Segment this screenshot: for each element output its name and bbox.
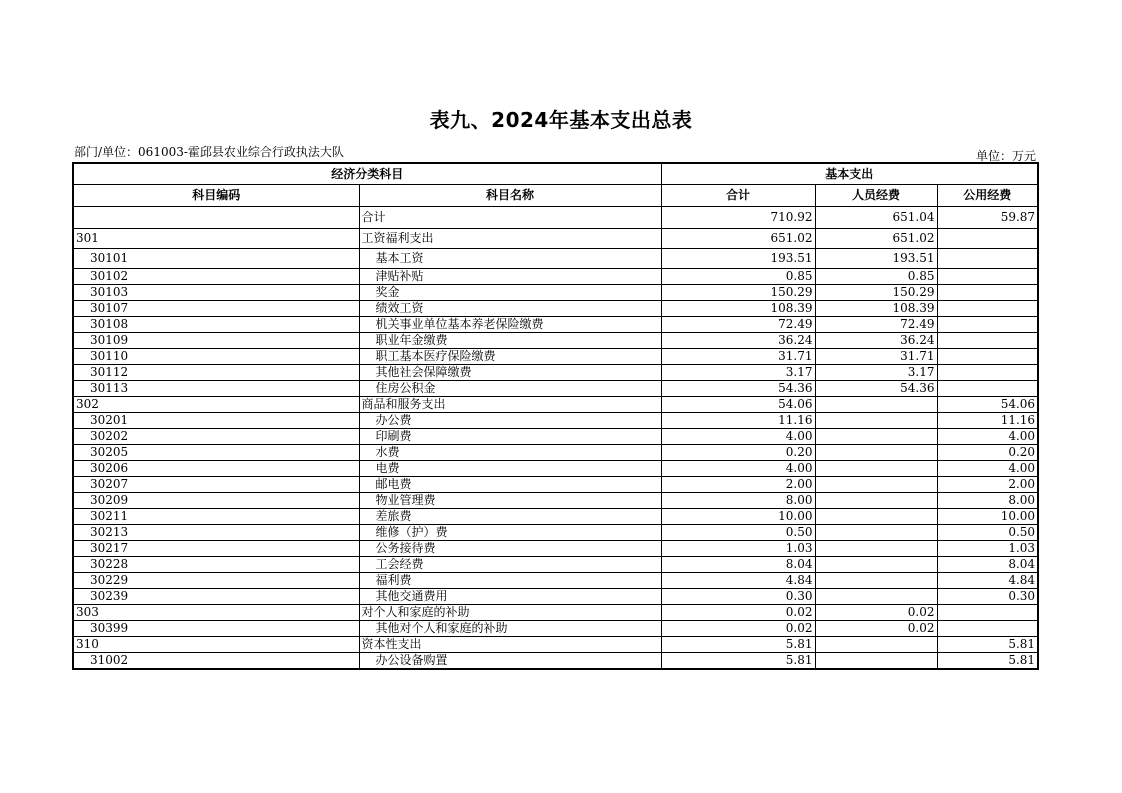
table-row [73,605,1038,621]
row-code: 30109 [73,333,359,349]
table-row [73,413,1038,429]
row-personnel [815,653,937,670]
row-total: 710.92 [661,207,815,229]
row-personnel: 36.24 [815,333,937,349]
row-name: 绩效工资 [359,301,661,317]
expenditure-table [72,162,1039,670]
row-code: 310 [73,637,359,653]
row-code: 30102 [73,269,359,285]
table-row [73,445,1038,461]
row-name: 工资福利支出 [359,229,661,249]
row-personnel [815,445,937,461]
table-row [73,541,1038,557]
row-public: 5.81 [937,637,1038,653]
header-public: 公用经费 [937,185,1038,207]
table-row [73,589,1038,605]
row-code: 30205 [73,445,359,461]
row-total: 108.39 [661,301,815,317]
row-total: 8.04 [661,557,815,573]
row-name: 商品和服务支出 [359,397,661,413]
row-public [937,285,1038,301]
row-total: 4.00 [661,429,815,445]
table-row [73,229,1038,249]
row-public: 0.30 [937,589,1038,605]
row-code: 30113 [73,381,359,397]
row-public: 2.00 [937,477,1038,493]
row-public: 8.04 [937,557,1038,573]
table-row [73,477,1038,493]
row-personnel: 193.51 [815,249,937,269]
row-personnel: 0.02 [815,621,937,637]
row-total: 36.24 [661,333,815,349]
row-public: 0.50 [937,525,1038,541]
row-personnel: 108.39 [815,301,937,317]
row-code: 31002 [73,653,359,670]
row-public [937,229,1038,249]
row-public: 5.81 [937,653,1038,670]
row-personnel [815,413,937,429]
row-public: 10.00 [937,509,1038,525]
row-total: 8.00 [661,493,815,509]
row-total: 54.36 [661,381,815,397]
row-total: 0.02 [661,605,815,621]
row-total: 5.81 [661,637,815,653]
row-code: 30207 [73,477,359,493]
table-row [73,333,1038,349]
row-name: 职工基本医疗保险缴费 [359,349,661,365]
header-column-row [73,185,1038,207]
row-public: 4.00 [937,461,1038,477]
row-total: 3.17 [661,365,815,381]
row-personnel [815,397,937,413]
row-name: 机关事业单位基本养老保险缴费 [359,317,661,333]
row-name: 住房公积金 [359,381,661,397]
row-public: 4.84 [937,573,1038,589]
table-row [73,349,1038,365]
row-total: 0.85 [661,269,815,285]
row-public [937,333,1038,349]
row-code: 30101 [73,249,359,269]
row-personnel [815,493,937,509]
row-code: 30239 [73,589,359,605]
table-row [73,461,1038,477]
table-row [73,621,1038,637]
row-code: 30209 [73,493,359,509]
row-code: 30201 [73,413,359,429]
row-total: 4.00 [661,461,815,477]
row-public: 54.06 [937,397,1038,413]
row-public [937,301,1038,317]
row-public: 0.20 [937,445,1038,461]
header-group-row [73,163,1038,185]
row-name: 职业年金缴费 [359,333,661,349]
row-personnel [815,637,937,653]
row-personnel [815,477,937,493]
row-personnel: 651.04 [815,207,937,229]
row-name: 办公费 [359,413,661,429]
row-public: 4.00 [937,429,1038,445]
row-code: 30228 [73,557,359,573]
row-public [937,621,1038,637]
table-row [73,573,1038,589]
row-public [937,349,1038,365]
row-name: 津贴补贴 [359,269,661,285]
row-code [73,207,359,229]
row-name: 其他对个人和家庭的补助 [359,621,661,637]
row-public [937,269,1038,285]
row-total: 72.49 [661,317,815,333]
row-total: 10.00 [661,509,815,525]
row-total: 651.02 [661,229,815,249]
row-public: 1.03 [937,541,1038,557]
row-total: 2.00 [661,477,815,493]
row-total: 0.20 [661,445,815,461]
row-name: 印刷费 [359,429,661,445]
row-public [937,381,1038,397]
row-personnel [815,525,937,541]
row-code: 30110 [73,349,359,365]
row-personnel: 54.36 [815,381,937,397]
table-row [73,285,1038,301]
header-econ-classification: 经济分类科目 [73,163,661,185]
table-body [73,207,1038,670]
row-personnel: 651.02 [815,229,937,249]
row-name: 其他交通费用 [359,589,661,605]
row-code: 30217 [73,541,359,557]
row-total: 11.16 [661,413,815,429]
row-name: 基本工资 [359,249,661,269]
row-public: 11.16 [937,413,1038,429]
row-public [937,605,1038,621]
row-personnel [815,589,937,605]
table-row [73,397,1038,413]
row-total: 31.71 [661,349,815,365]
row-personnel: 150.29 [815,285,937,301]
unit-label: 单位：万元 [975,149,1036,163]
table-row [73,269,1038,285]
row-personnel: 0.85 [815,269,937,285]
row-public: 59.87 [937,207,1038,229]
row-personnel: 72.49 [815,317,937,333]
row-name: 维修（护）费 [359,525,661,541]
row-name: 差旅费 [359,509,661,525]
row-code: 303 [73,605,359,621]
row-total: 1.03 [661,541,815,557]
row-personnel [815,461,937,477]
row-code: 30213 [73,525,359,541]
row-public [937,317,1038,333]
row-code: 30103 [73,285,359,301]
table-row [73,493,1038,509]
row-code: 30202 [73,429,359,445]
table-row [73,653,1038,670]
row-name: 福利费 [359,573,661,589]
row-public: 8.00 [937,493,1038,509]
row-personnel: 3.17 [815,365,937,381]
table-row [73,637,1038,653]
row-name: 公务接待费 [359,541,661,557]
row-name: 物业管理费 [359,493,661,509]
row-name: 资本性支出 [359,637,661,653]
row-code: 30399 [73,621,359,637]
row-public [937,249,1038,269]
row-name: 电费 [359,461,661,477]
table-row [73,317,1038,333]
row-code: 30206 [73,461,359,477]
row-name: 办公设备购置 [359,653,661,670]
row-code: 301 [73,229,359,249]
row-name: 邮电费 [359,477,661,493]
row-name: 合计 [359,207,661,229]
row-name: 水费 [359,445,661,461]
header-basic-expenditure: 基本支出 [661,163,1038,185]
table-row [73,301,1038,317]
row-code: 30112 [73,365,359,381]
table-row [73,249,1038,269]
row-total: 0.30 [661,589,815,605]
row-public [937,365,1038,381]
row-personnel: 0.02 [815,605,937,621]
row-total: 193.51 [661,249,815,269]
header-code: 科目编码 [73,185,359,207]
table-row [73,429,1038,445]
table-row [73,207,1038,229]
header-personnel: 人员经费 [815,185,937,207]
row-personnel [815,429,937,445]
row-total: 5.81 [661,653,815,670]
table-row [73,381,1038,397]
table-row [73,365,1038,381]
row-code: 30211 [73,509,359,525]
row-name: 其他社会保障缴费 [359,365,661,381]
row-code: 302 [73,397,359,413]
header-name: 科目名称 [359,185,661,207]
header-total: 合计 [661,185,815,207]
row-code: 30229 [73,573,359,589]
row-total: 0.50 [661,525,815,541]
page-title: 表九、2024年基本支出总表 [429,108,693,132]
row-personnel [815,573,937,589]
row-name: 对个人和家庭的补助 [359,605,661,621]
row-name: 工会经费 [359,557,661,573]
row-total: 150.29 [661,285,815,301]
row-total: 4.84 [661,573,815,589]
row-total: 54.06 [661,397,815,413]
row-personnel [815,541,937,557]
row-personnel [815,509,937,525]
table-row [73,557,1038,573]
table-row [73,525,1038,541]
row-total: 0.02 [661,621,815,637]
row-code: 30108 [73,317,359,333]
table-row [73,509,1038,525]
row-name: 奖金 [359,285,661,301]
row-personnel: 31.71 [815,349,937,365]
row-personnel [815,557,937,573]
row-code: 30107 [73,301,359,317]
department-label: 部门/单位：061003-霍邱县农业综合行政执法大队 [74,145,344,159]
